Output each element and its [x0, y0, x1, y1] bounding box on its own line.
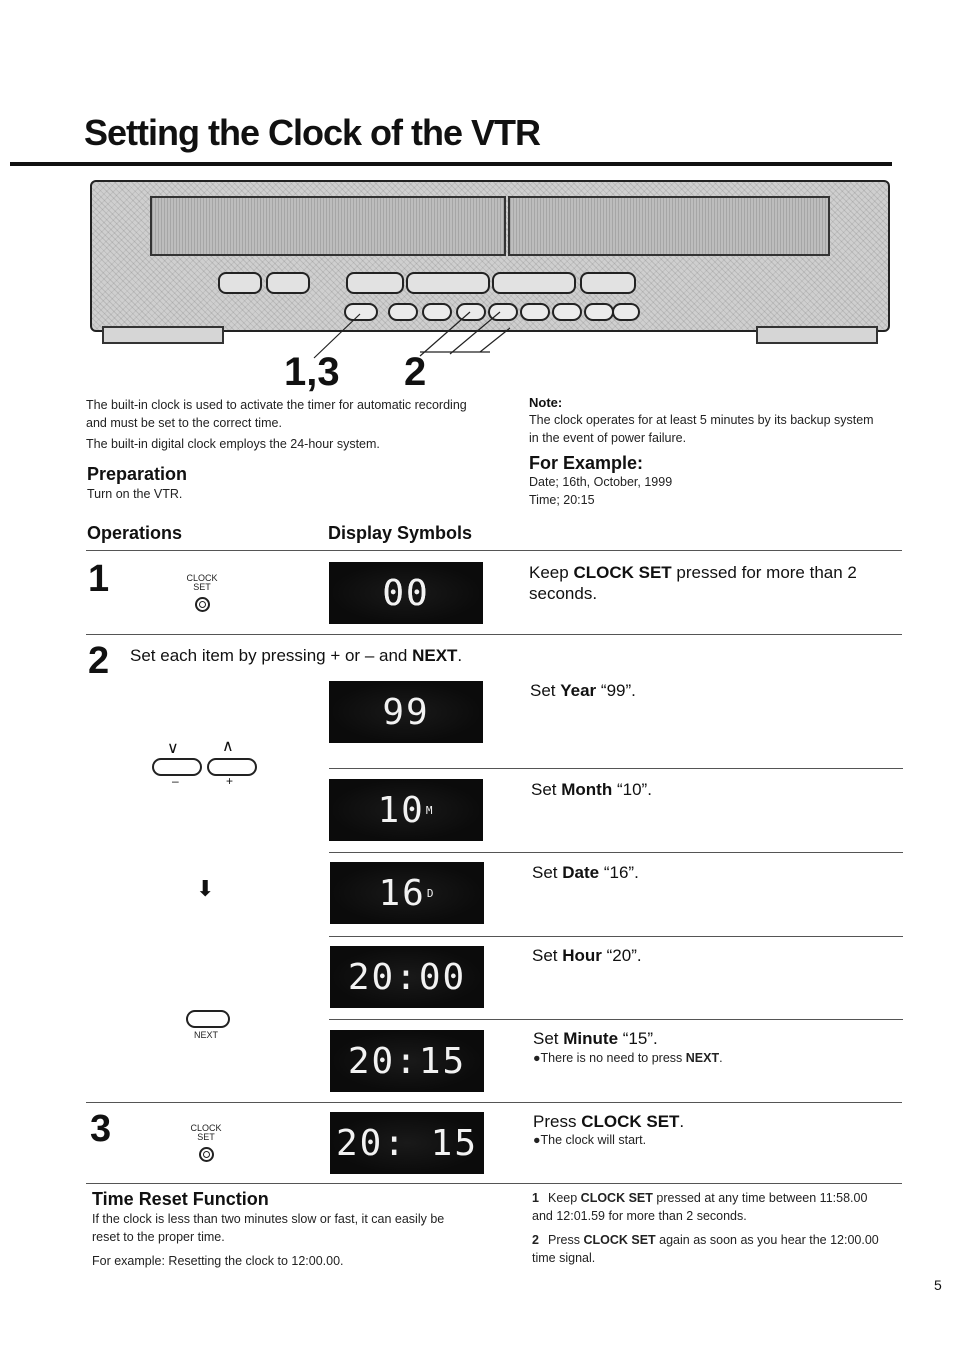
- divider: [86, 634, 902, 635]
- callout-2: 2: [404, 350, 427, 394]
- vtr-front-button: [580, 272, 636, 294]
- vtr-small-button: [612, 303, 640, 321]
- next-button-icon: [186, 1010, 230, 1028]
- step-3-description: Press CLOCK SET.: [533, 1112, 685, 1131]
- example-time: Time; 20:15: [529, 493, 595, 507]
- vtr-small-button: [584, 303, 614, 321]
- display-minute: 20:15: [330, 1030, 484, 1092]
- divider: [329, 1019, 903, 1020]
- display-hour: 20:00: [330, 946, 484, 1008]
- title-rule: [10, 162, 892, 166]
- vtr-front-button: [266, 272, 310, 294]
- divider: [86, 1102, 902, 1103]
- note-text: The clock operates for at least 5 minutes by its backup system in the event of power failure.: [529, 413, 874, 445]
- divider: [86, 550, 902, 551]
- plus-label: +: [226, 774, 234, 788]
- divider: [329, 768, 903, 769]
- display-step-1: 00: [329, 562, 483, 624]
- step-2-intro: Set each item by pressing + or – and NEXT.: [130, 646, 463, 665]
- step-3-number: 3: [90, 1108, 112, 1150]
- divider: [329, 936, 903, 937]
- time-reset-heading: Time Reset Function: [92, 1189, 269, 1209]
- example-heading: For Example:: [529, 453, 644, 473]
- divider: [86, 1183, 902, 1184]
- time-reset-example: For example: Resetting the clock to 12:00.00.: [92, 1254, 344, 1268]
- step-2-number: 2: [88, 640, 110, 682]
- up-caret-icon: ∧: [222, 738, 234, 755]
- display-step-3: 20: 15: [330, 1112, 484, 1174]
- vtr-foot-right: [756, 326, 878, 344]
- cassette-slot-right: [508, 196, 830, 256]
- clock-set-button-icon: [195, 597, 210, 612]
- time-reset-step-1: 1 Keep CLOCK SET pressed at any time between 11:58.00 and 12:01.59 for more than 2 seconds.: [532, 1191, 868, 1223]
- preparation-text: Turn on the VTR.: [87, 487, 183, 501]
- vtr-small-button: [552, 303, 582, 321]
- time-reset-step-2: 2 Press CLOCK SET again as soon as you hear the 12:00.00 time signal.: [532, 1233, 879, 1265]
- step-1-description: Keep CLOCK SET pressed for more than 2 seconds.: [529, 563, 857, 603]
- intro-paragraph-2: The built-in digital clock employs the 24-hour system.: [86, 437, 380, 451]
- set-date-text: Set Date “16”.: [532, 863, 639, 882]
- intro-paragraph-1: The built-in clock is used to activate the timer for automatic recording and must be set to the correct time.: [86, 398, 467, 430]
- vtr-front-button: [218, 272, 262, 294]
- callout-1-3: 1,3: [284, 350, 340, 394]
- down-caret-icon: ∨: [167, 740, 179, 757]
- display-month: 10 M: [329, 779, 483, 841]
- set-year-text: Set Year “99”.: [530, 681, 636, 700]
- note-heading: Note:: [529, 395, 563, 410]
- set-hour-text: Set Hour “20”.: [532, 946, 642, 965]
- clock-set-label: CLOCK SET: [190, 1123, 222, 1142]
- divider: [329, 852, 903, 853]
- display-symbols-heading: Display Symbols: [328, 523, 473, 543]
- set-minute-text: Set Minute “15”.: [533, 1029, 658, 1048]
- preparation-heading: Preparation: [87, 464, 188, 484]
- vtr-foot-left: [102, 326, 224, 344]
- vtr-front-button: [492, 272, 576, 294]
- next-button-illustration: [520, 303, 550, 321]
- set-minute-note: ●There is no need to press NEXT.: [533, 1051, 723, 1065]
- vtr-front-button: [346, 272, 404, 294]
- time-reset-paragraph: If the clock is less than two minutes slow or fast, it can easily be reset to the proper time.: [92, 1212, 445, 1244]
- clock-set-label: CLOCK SET: [186, 573, 218, 592]
- step-1-number: 1: [88, 558, 110, 600]
- display-date: 16 D: [330, 862, 484, 924]
- clock-set-button-icon: [199, 1147, 214, 1162]
- display-year: 99: [329, 681, 483, 743]
- minus-label: –: [172, 774, 179, 788]
- example-date: Date; 16th, October, 1999: [529, 475, 673, 489]
- step-3-note: ●The clock will start.: [533, 1133, 647, 1147]
- next-label: NEXT: [193, 1030, 218, 1040]
- page-number: 5: [934, 1277, 942, 1293]
- vtr-front-button: [406, 272, 490, 294]
- operations-heading: Operations: [87, 523, 183, 543]
- set-month-text: Set Month “10”.: [531, 780, 652, 799]
- down-arrow-icon: ⬇: [196, 876, 215, 901]
- page-title: Setting the Clock of the VTR: [84, 112, 541, 153]
- cassette-slot-left: [150, 196, 506, 256]
